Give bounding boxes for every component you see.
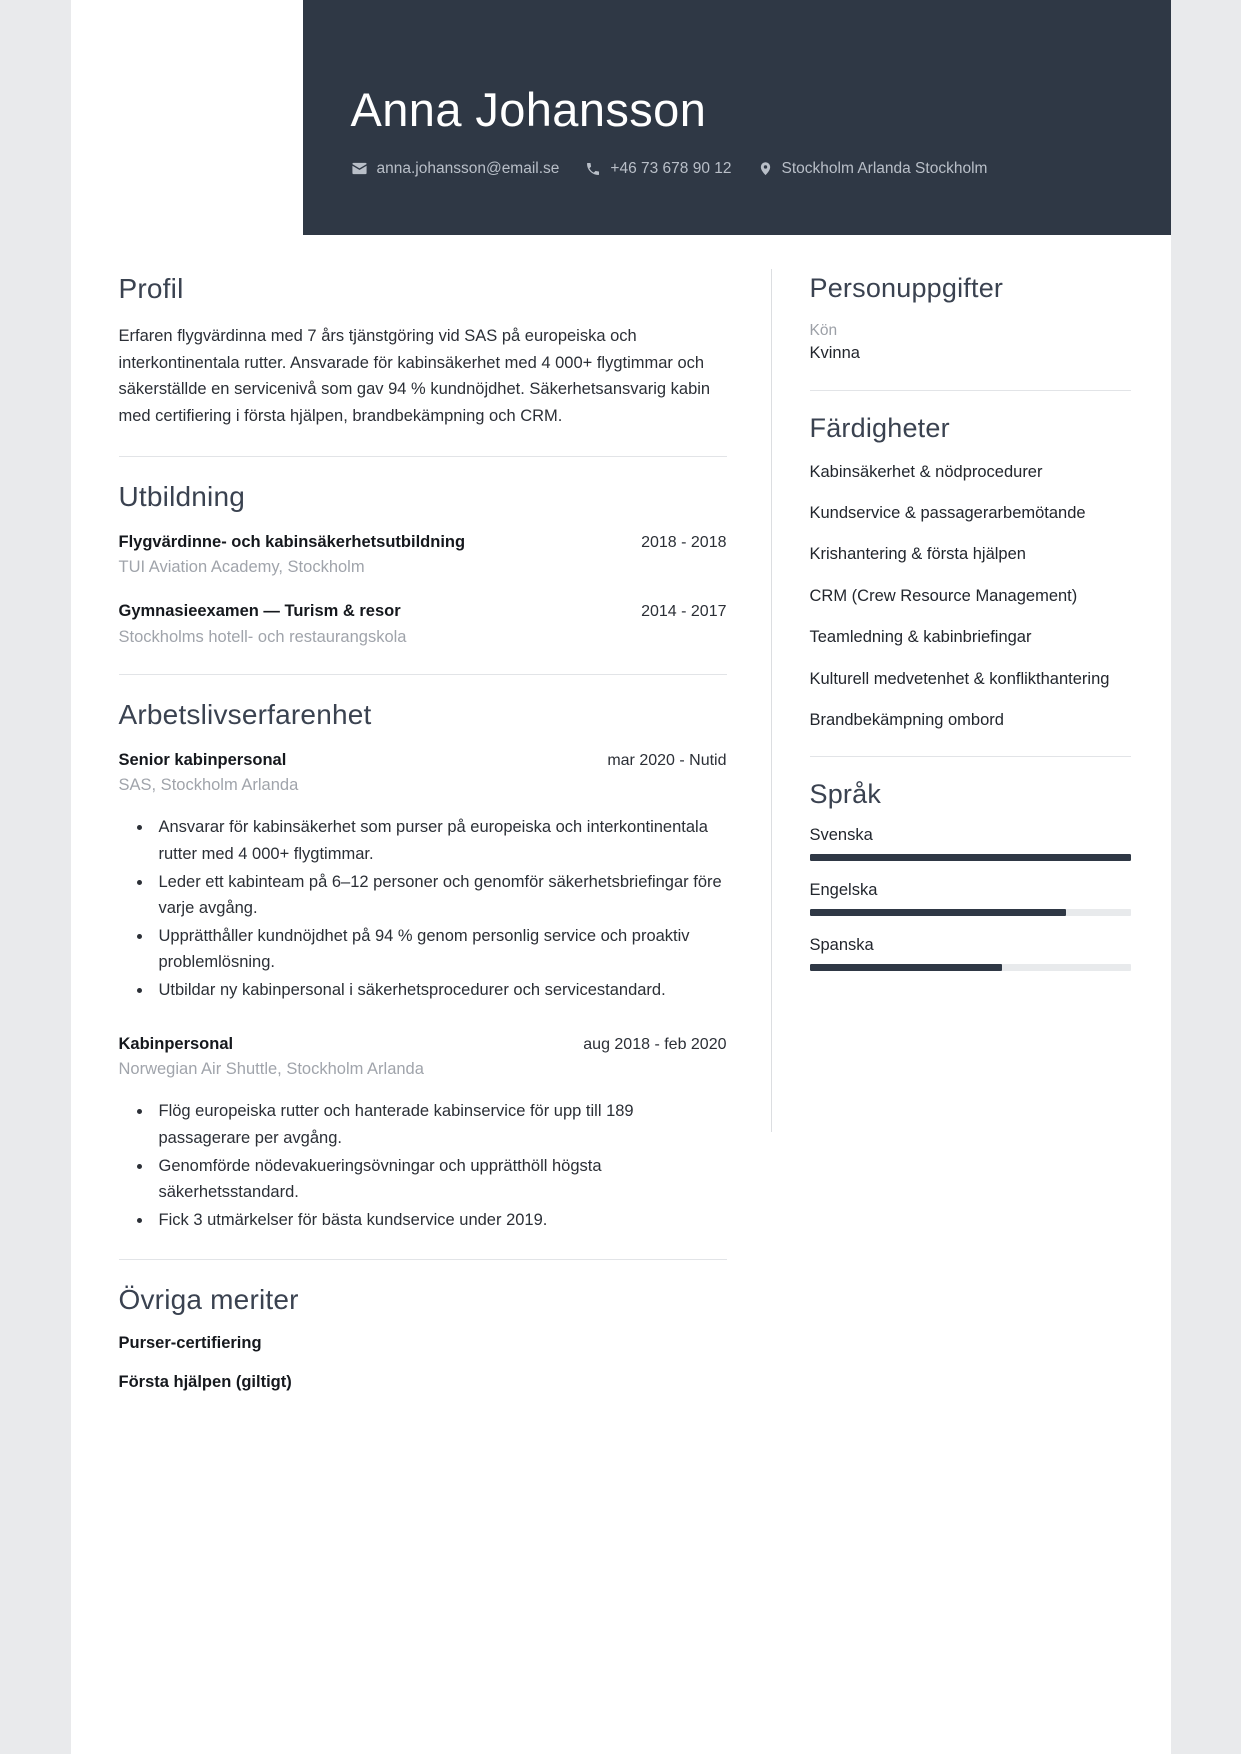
contact-email-text: anna.johansson@email.se — [376, 159, 560, 177]
experience-bullet-list — [153, 814, 727, 1002]
experience-bullet-list — [153, 1098, 727, 1232]
section-title-experience: Arbetslivserfarenhet — [118, 698, 372, 730]
personal-field-label: Kön — [809, 322, 838, 339]
section-title-profile: Profil — [118, 273, 184, 304]
contact-phone-text: +46 73 678 90 12 — [610, 159, 732, 177]
contact-location-text: Stockholm Arlanda Stockholm — [781, 159, 988, 177]
education-entry-head — [119, 531, 727, 553]
language-name: Engelska — [809, 881, 878, 900]
map-pin-icon — [758, 160, 773, 177]
section-education — [119, 481, 727, 648]
section-title-languages: Språk — [809, 779, 882, 810]
list-item: • Flög europeiska rutter och hanterade kabinservice för upp till 189 passagerare per avgång. — [153, 1098, 727, 1150]
experience-entry-date: mar 2020 - Nutid — [607, 751, 727, 769]
education-entry-institution: Stockholms hotell- och restaurangskola — [118, 627, 407, 646]
page-title: Anna Johansson — [350, 83, 707, 136]
language-name: Spanska — [809, 936, 874, 955]
divider — [119, 674, 727, 675]
personal-field-value: Kvinna — [809, 343, 860, 362]
envelope-icon — [351, 160, 368, 177]
divider — [810, 756, 1131, 757]
experience-entry-title: Kabinpersonal — [118, 1034, 234, 1053]
experience-entry-date: aug 2018 - feb 2020 — [583, 1035, 727, 1053]
contact-email[interactable] — [351, 160, 560, 178]
merit-item: Purser-certifiering — [118, 1333, 262, 1352]
education-entry-title: Flygvärdinne- och kabinsäkerhetsutbildning — [118, 532, 466, 551]
phone-icon — [585, 161, 601, 177]
skill-item: Kabinsäkerhet & nödprocedurer — [809, 462, 1043, 481]
list-item: • Fick 3 utmärkelser för bästa kundservice under 2019. — [153, 1207, 727, 1233]
experience-entry-employer: Norwegian Air Shuttle, Stockholm Arlanda — [118, 1060, 424, 1079]
section-languages — [810, 779, 1131, 971]
list-item: • Ansvarar för kabinsäkerhet som purser på europeiska och interkontinentala rutter med 4 000+ flygtimmar. — [153, 814, 727, 866]
language-level-fill — [810, 909, 1067, 916]
resume-body — [71, 235, 1171, 1432]
skill-item: Kundservice & passagerarbemötande — [809, 504, 1086, 523]
experience-entry — [119, 1033, 727, 1233]
education-entry — [119, 600, 727, 648]
section-title-skills: Färdigheter — [809, 412, 950, 443]
section-other-merits — [119, 1284, 727, 1392]
language-level-track — [810, 909, 1131, 916]
skill-item: Teamledning & kabinbriefingar — [809, 628, 1032, 647]
personal-field — [810, 320, 1131, 366]
divider — [119, 456, 727, 457]
experience-entry-employer: SAS, Stockholm Arlanda — [118, 776, 299, 795]
language-level-track — [810, 964, 1131, 971]
main-column — [71, 235, 771, 1392]
list-item: • Leder ett kabinteam på 6–12 personer och genomför säkerhetsbriefingar före varje avgång. — [153, 869, 727, 921]
section-title-personal-details: Personuppgifter — [809, 273, 1004, 303]
contact-row — [351, 160, 1131, 178]
skill-item: CRM (Crew Resource Management) — [809, 586, 1078, 605]
divider — [810, 390, 1131, 391]
experience-entry — [119, 749, 727, 1003]
education-entry-head — [119, 600, 727, 622]
section-title-other-merits: Övriga meriter — [118, 1283, 299, 1315]
contact-location[interactable] — [758, 160, 988, 178]
skill-item: Kulturell medvetenhet & konflikthantering — [809, 669, 1110, 688]
education-entry-institution: TUI Aviation Academy, Stockholm — [118, 558, 365, 577]
section-personal-details — [810, 273, 1131, 366]
list-item: • Utbildar ny kabinpersonal i säkerhetsprocedurer och servicestandard. — [153, 977, 727, 1003]
education-entry-date: 2014 - 2017 — [641, 603, 727, 621]
language-level-fill — [810, 854, 1131, 861]
education-entry-title: Gymnasieexamen — Turism & resor — [118, 602, 401, 621]
resume-page — [71, 0, 1171, 1754]
skill-item: Brandbekämpning ombord — [809, 711, 1004, 730]
list-item: • Genomförde nödevakueringsövningar och upprätthöll högsta säkerhetsstandard. — [153, 1153, 727, 1205]
contact-phone[interactable] — [585, 160, 731, 178]
sidebar-column — [772, 235, 1171, 971]
resume-header — [303, 0, 1171, 235]
experience-entry-title: Senior kabinpersonal — [118, 750, 287, 769]
list-item: • Upprätthåller kundnöjdhet på 94 % genom personlig service och proaktiv problemlösning. — [153, 923, 727, 975]
language-item — [810, 881, 1131, 916]
language-item — [810, 936, 1131, 971]
experience-entry-head — [119, 1033, 727, 1055]
language-item — [810, 826, 1131, 861]
experience-entry-head — [119, 749, 727, 771]
merit-item: Första hjälpen (giltigt) — [118, 1372, 292, 1391]
section-skills — [810, 413, 1131, 733]
skill-item: Krishantering & första hjälpen — [809, 545, 1026, 564]
language-name: Svenska — [809, 826, 873, 845]
education-entry-date: 2018 - 2018 — [641, 533, 727, 551]
section-experience — [119, 699, 727, 1233]
language-level-track — [810, 854, 1131, 861]
section-title-education: Utbildning — [118, 480, 246, 512]
language-level-fill — [810, 964, 1003, 971]
profile-text: Erfaren flygvärdinna med 7 års tjänstgöring vid SAS på europeiska och interkontinentala rutter. Ansvarade för kabinsäkerhet med 4 000+ flygtimmar och säkerställde en servicenivå som gav 94 % kundnöjdhet. Säkerhetsansvarig kabin med certifiering i första hjälpen, brandbekämpning och CRM. — [118, 327, 711, 426]
divider — [119, 1259, 727, 1260]
education-entry — [119, 531, 727, 579]
section-profile — [119, 273, 727, 430]
